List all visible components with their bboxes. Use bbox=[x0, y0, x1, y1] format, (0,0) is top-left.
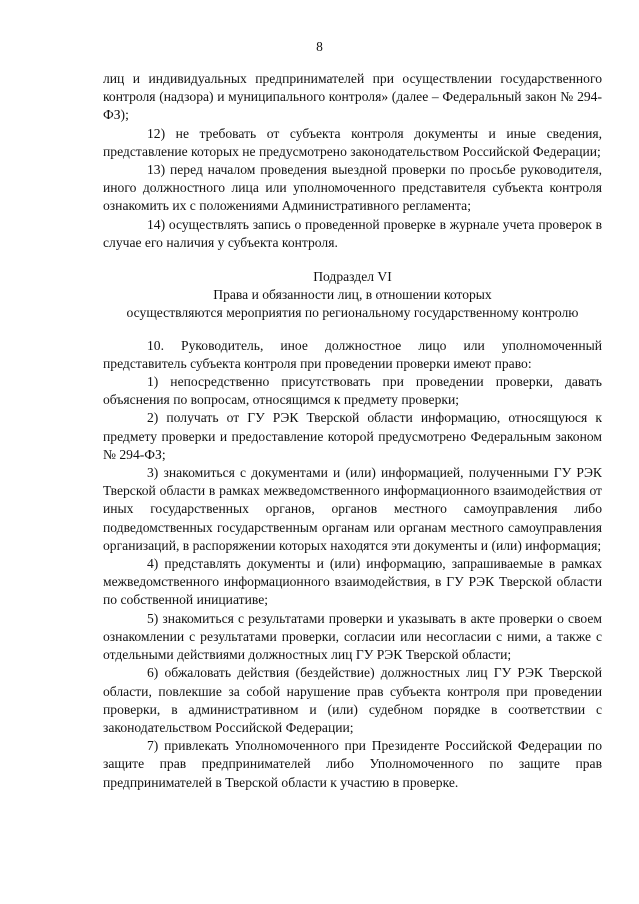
section-title-line-2: осуществляются мероприятия по региональному государственному контролю bbox=[126, 305, 579, 321]
list-item-14: 14) осуществлять запись о проведенной проверке в журнале учета проверок в случае его наличия у субъекта контроля. bbox=[103, 216, 602, 250]
list-item-12: 12) не требовать от субъекта контроля документы и иные сведения, представление которых не предусмотрено законодательством Российской Федерации; bbox=[103, 125, 602, 159]
right-item-5: 5) знакомиться с результатами проверки и указывать в акте проверки о своем ознакомлении с результатами проверки, согласии или несогласии с ними, а также с отдельными действиями должностных лиц ГУ РЭК Тверской области; bbox=[103, 610, 602, 663]
page-number: 8 bbox=[316, 39, 323, 54]
right-item-3: 3) знакомиться с документами и (или) информацией, полученными ГУ РЭК Тверской области в рамках межведомственного информационного взаимодействия от иных государственных органов, органов местного самоуправления либо подведомственных государственным органам или органам местного самоуправления организаций, в распоряжении которых находятся эти документы и (или) информация; bbox=[103, 465, 602, 553]
list-item-13: 13) перед началом проведения выездной проверки по просьбе руководителя, иного должностного лица или уполномоченного представителя субъекта контроля ознакомить их с положениями Административного регламента; bbox=[103, 162, 602, 214]
continuation-paragraph: лиц и индивидуальных предпринимателей при осуществлении государственного контроля (надзора) и муниципального контроля» (далее – Федеральный закон № 294-ФЗ); bbox=[103, 71, 602, 123]
section-title-line-1: Права и обязанности лиц, в отношении которых bbox=[213, 287, 492, 303]
right-item-4: 4) представлять документы и (или) информацию, запрашиваемые в рамках межведомственного информационного взаимодействия, в ГУ РЭК Тверской области по собственной инициативе; bbox=[103, 556, 602, 608]
right-item-6: 6) обжаловать действия (бездействие) должностных лиц ГУ РЭК Тверской области, повлекшие за собой нарушение прав субъекта контроля при проведении проверки, в административном и (или) судебном порядке в соответствии с законодательством Российской Федерации; bbox=[103, 665, 602, 735]
right-item-2: 2) получать от ГУ РЭК Тверской области информацию, относящуюся к предмету проверки и предоставление которой предусмотрено Федеральным законом № 294-ФЗ; bbox=[103, 410, 602, 462]
clause-10: 10. Руководитель, иное должностное лицо или уполномоченный представитель субъекта контроля при проведении проверки имеют право: bbox=[103, 337, 602, 371]
section-label: Подраздел VI bbox=[313, 269, 392, 285]
right-item-1: 1) непосредственно присутствовать при проведении проверки, давать объяснения по вопросам, относящимся к предмету проверки; bbox=[103, 374, 602, 408]
right-item-7: 7) привлекать Уполномоченного при Президенте Российской Федерации по защите прав предпринимателей либо Уполномоченного по защите прав предпринимателей в Тверской области к участию в проверке. bbox=[103, 738, 602, 790]
document-text bbox=[103, 70, 602, 792]
